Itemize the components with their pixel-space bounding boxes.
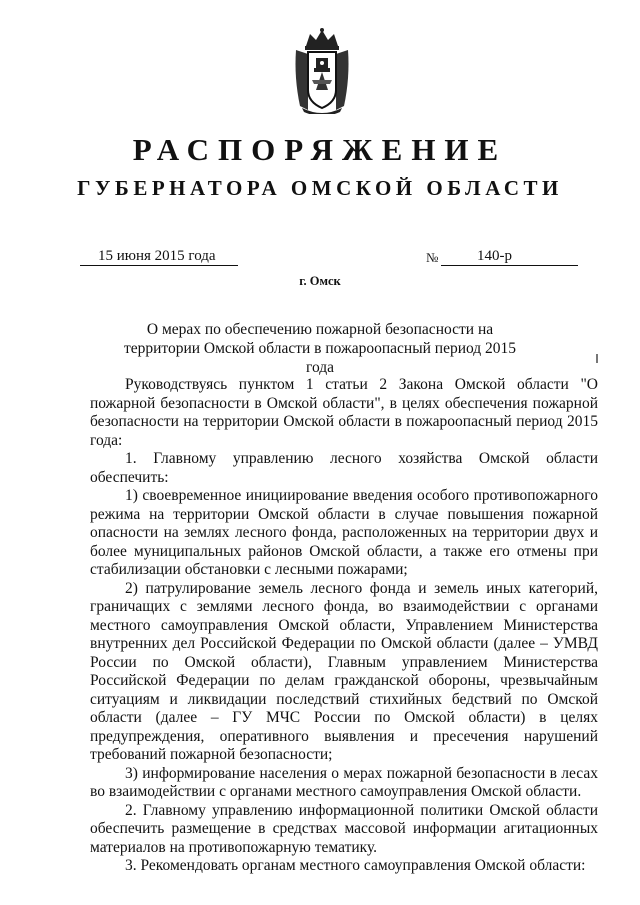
margin-mark [596, 354, 598, 363]
coat-of-arms-icon [290, 28, 354, 114]
paragraph-subitem-2: 2) патрулирование земель лесного фонда и земель иных категорий, граничащих с землями лесного фонда, во взаимодействии с органами местного самоуправления Омской области, Управлением Министерства внутренних дел Российской Федерации по Омской области (далее – УМВД России по Омской области), Главным управлением Министерства Российской Федерации по делам гражданской обороны, чрезвычайным ситуациям и ликвидации последствий стихийных бедствий по Омской области (далее – ГУ МЧС России по Омской области) в целях предупреждения, оперативного выявления и пресечения нарушений требований пожарной безопасности; [90, 579, 598, 763]
paragraph-item-1: 1. Главному управлению лесного хозяйства Омской области обеспечить: [90, 450, 598, 486]
document-subject: О мерах по обеспечению пожарной безопасности на территории Омской области в пожароопасный период 2015 года [123, 321, 517, 376]
paragraph-item-2: 2. Главному управлению информационной политики Омской области обеспечить размещение в средствах массовой информации агитационных материалов на противопожарную тематику. [90, 801, 598, 856]
paragraph-subitem-3: 3) информирование населения о мерах пожарной безопасности в лесах во взаимодействии с органами местного самоуправления Омской области. [90, 764, 598, 800]
paragraph-item-3: 3. Рекомендовать органам местного самоуправления Омской области: [125, 857, 586, 874]
document-title: РАСПОРЯЖЕНИЕ [132, 132, 508, 167]
document-city: г. Омск [299, 274, 341, 288]
paragraph-subitem-1: 1) своевременное инициирование введения особого противопожарного режима на территории Омской области в случае повышения пожарной опасности на землях лесного фонда, расположенных на территории двух и более муниципальных районов Омской области, а также его отмены при стабилизации обстановки с лесными пожарами; [90, 487, 598, 578]
paragraph-preamble: Руководствуясь пунктом 1 статьи 2 Закона Омской области "О пожарной безопасности в Омской области", в целях обеспечения пожарной безопасности на территории Омской области в пожароопасный период 2015 года: [90, 376, 598, 449]
number-sign: № [426, 250, 439, 265]
document-date: 15 июня 2015 года [80, 247, 238, 266]
document-subtitle: ГУБЕРНАТОРА ОМСКОЙ ОБЛАСТИ [77, 176, 563, 200]
document-number: 140-р [441, 247, 578, 266]
document-body [90, 376, 598, 876]
